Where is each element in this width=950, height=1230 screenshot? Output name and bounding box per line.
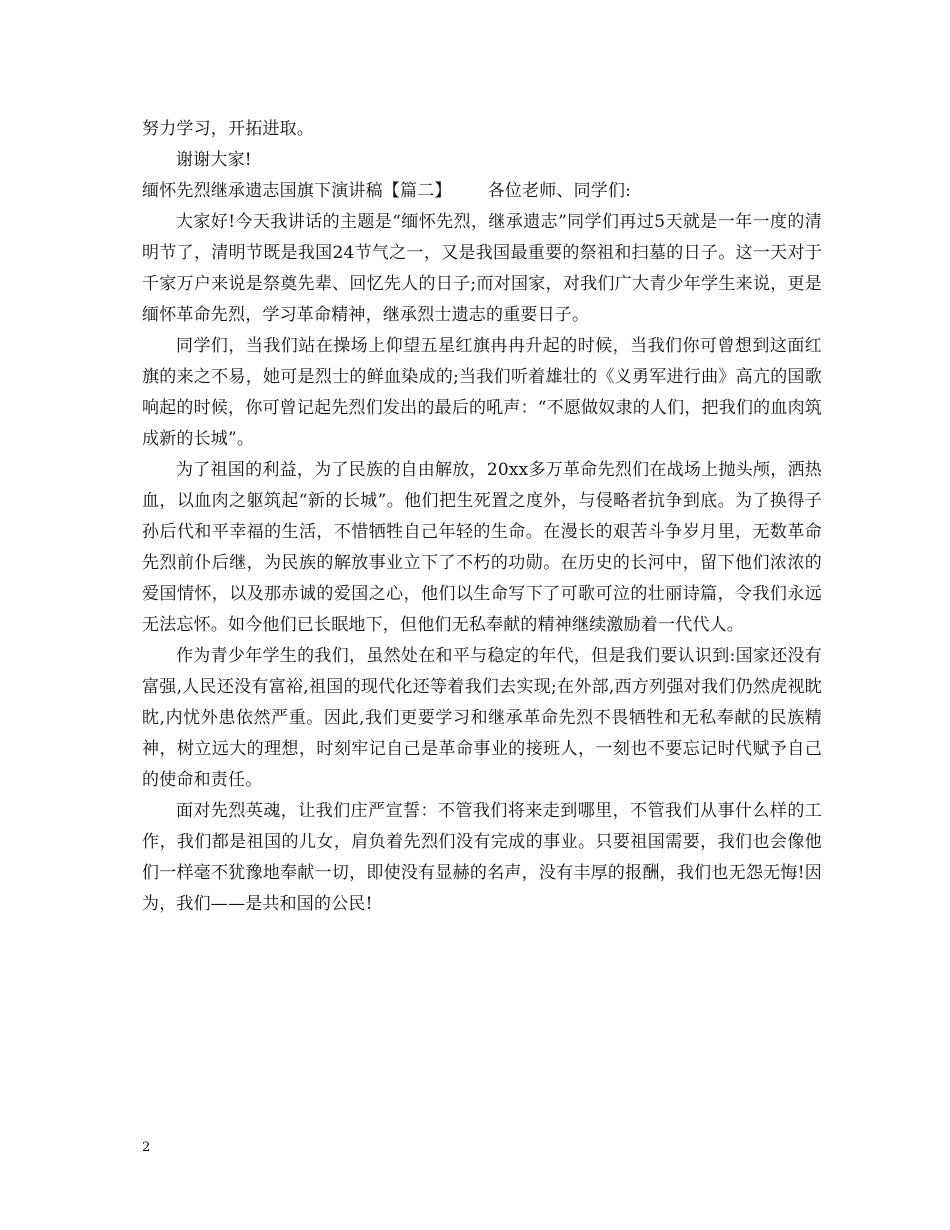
- greeting: 各位老师、同学们:: [487, 181, 632, 201]
- paragraph-1: 大家好!今天我讲话的主题是“缅怀先烈，继承遗志”同学们再过5天就是一年一度的清明节了，清明节既是我国24节气之一，又是我国最重要的祭祖和扫墓的日子。这一天对于千家万户来说是祭奠先辈、回忆先人的日子;而对国家，对我们广大青少年学生来说，更是缅怀革命先烈，学习革命精神，继承烈士遗志的重要日子。: [142, 212, 822, 325]
- paragraph-5: 面对先烈英魂，让我们庄严宣誓：不管我们将来走到哪里，不管我们从事什么样的工作，我们都是祖国的儿女，肩负着先烈们没有完成的事业。只要祖国需要，我们也会像他们一样毫不犹豫地奉献一切，即使没有显赫的名声，没有丰厚的报酬，我们也无怨无悔!因为，我们——是共和国的公民!: [142, 801, 822, 914]
- section-heading-line: [142, 176, 822, 207]
- paragraph-3: 为了祖国的利益，为了民族的自由解放，20xx多万革命先烈们在战场上抛头颅，洒热血，以血肉之躯筑起“新的长城”。他们把生死置之度外，与侵略者抗争到底。为了换得子孙后代和平幸福的生活，不惜牺牲自己年轻的生命。在漫长的艰苦斗争岁月里，无数革命先烈前仆后继，为民族的解放事业立下了不朽的功勋。在历史的长河中，留下他们浓浓的爱国情怀，以及那赤诚的爱国之心，他们以生命写下了可歌可泣的壮丽诗篇，令我们永远无法忘怀。如今他们已长眠地下，但他们无私奉献的精神继续激励着一代代人。: [142, 460, 822, 635]
- paragraph-2: 同学们，当我们站在操场上仰望五星红旗冉冉升起的时候，当我们你可曾想到这面红旗的来之不易，她可是烈士的鲜血染成的;当我们听着雄壮的《义勇军进行曲》高亢的国歌响起的时候，你可曾记起先烈们发出的最后的吼声：“不愿做奴隶的人们，把我们的血肉筑成新的长城”。: [142, 336, 822, 449]
- document-body: [142, 114, 822, 920]
- thanks-line: 谢谢大家!: [176, 150, 252, 170]
- section-title: 缅怀先烈继承遗志国旗下演讲稿【篇二】: [142, 181, 452, 201]
- page-number: 2: [142, 1140, 151, 1155]
- paragraph-4: 作为青少年学生的我们，虽然处在和平与稳定的年代，但是我们要认识到:国家还没有富强,人民还没有富裕,祖国的现代化还等着我们去实现;在外部,西方列强对我们仍然虎视眈眈,内忧外患依然严重。因此,我们更要学习和继承革命先烈不畏牺牲和无私奉献的民族精神，树立远大的理想，时刻牢记自己是革命事业的接班人，一刻也不要忘记时代赋予自己的使命和责任。: [142, 646, 822, 790]
- opening-line: 努力学习，开拓进取。: [142, 119, 314, 139]
